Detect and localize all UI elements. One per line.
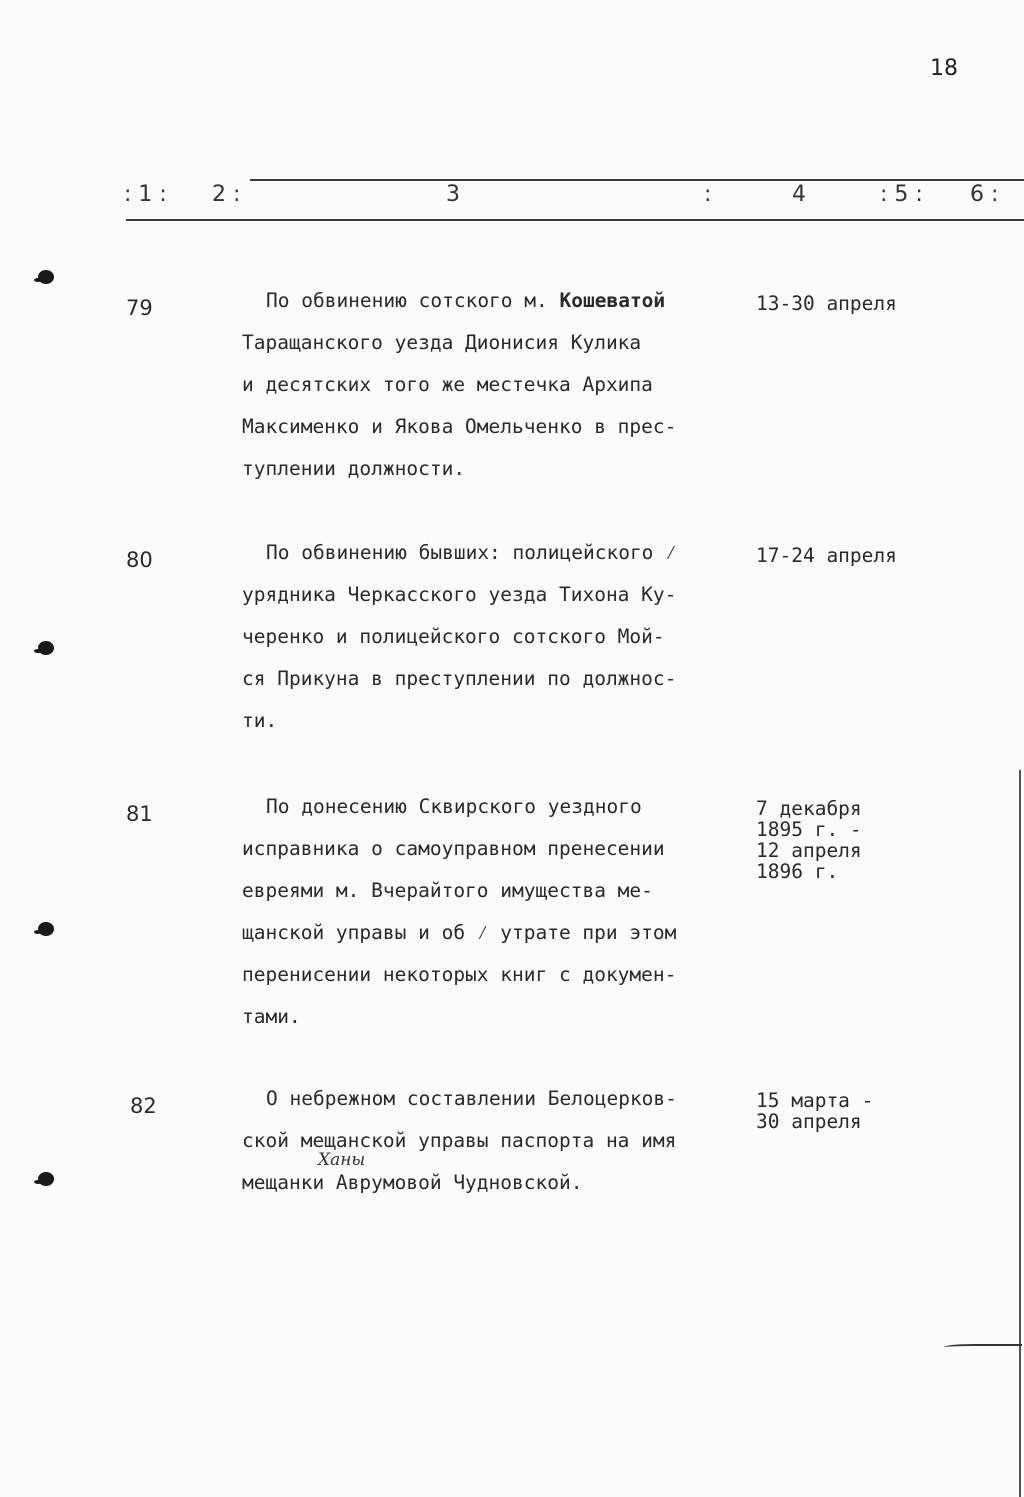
handwritten-insertion: Ханы xyxy=(318,1150,366,1170)
entry-date-line: 7 декабря xyxy=(756,797,862,820)
entry-text-line: евреями м. Вчерайтого имущества ме- xyxy=(242,879,653,902)
entry-text-line: черенко и полицейского сотского Мой- xyxy=(242,625,665,648)
entry-description xyxy=(242,280,722,490)
entry-number: 79 xyxy=(126,296,153,320)
entry-text-line: туплении должности. xyxy=(242,457,466,480)
entry-date xyxy=(756,1090,956,1132)
column-header-row xyxy=(0,182,1024,212)
entry-number: 82 xyxy=(130,1094,157,1118)
entry-text-line: мещанки Аврумовой Чудновской. xyxy=(242,1171,583,1194)
column-header-3: 3 xyxy=(446,182,460,207)
binding-hole xyxy=(38,1172,54,1186)
margin-line xyxy=(1019,770,1021,1497)
binding-hole xyxy=(38,641,54,655)
place-name-bold: Кошеватой xyxy=(559,289,666,312)
entry-description xyxy=(242,1078,722,1204)
entry-date-line: 1895 г. - xyxy=(756,818,862,841)
column-header-4: 4 xyxy=(792,182,806,207)
entry-text-line: урядника Черкасского уезда Тихона Ку- xyxy=(242,583,677,606)
entry-description xyxy=(242,532,722,742)
entry-text-line: По обвинению бывших: полицейского ⁄ xyxy=(266,541,677,564)
entry-date-line: 12 апреля xyxy=(756,839,862,862)
column-header-5: : 5 : xyxy=(880,182,923,207)
entry-text-line: ти. xyxy=(242,709,278,732)
entry-text-line: По обвинению сотского м. xyxy=(266,289,560,312)
entry-text-line: и десятских того же местечка Архипа xyxy=(242,373,653,396)
column-header-2: 2 : xyxy=(212,182,241,207)
binding-hole xyxy=(38,922,54,936)
entry-text-line: тами. xyxy=(242,1005,301,1028)
page-number: 18 xyxy=(930,56,958,81)
entry-text-line: О небрежном составлении Белоцерков- xyxy=(266,1087,677,1110)
entry-text-line: Таращанского уезда Дионисия Кулика xyxy=(242,331,642,354)
entry-description xyxy=(242,786,722,1038)
entry-text-line: По донесению Сквирского уездного xyxy=(266,795,642,818)
entry-text-line: щанской управы и об ⁄ утрате при этом xyxy=(242,921,677,944)
binding-hole xyxy=(38,270,54,284)
header-rule-top xyxy=(250,179,1024,181)
entry-date xyxy=(756,292,956,315)
entry-date-line: 1896 г. xyxy=(756,860,839,883)
entry-text-line: ской мещанской управы паспорта на имя xyxy=(242,1129,677,1152)
entry-number: 80 xyxy=(126,548,153,572)
entry-date-line: 30 апреля xyxy=(756,1110,862,1133)
column-header-6: 6 : xyxy=(970,182,999,207)
entry-text-line: исправника о самоуправном пренесении xyxy=(242,837,665,860)
entry-date xyxy=(756,544,956,567)
entry-text-line: ся Прикуна в преступлении по должнос- xyxy=(242,667,677,690)
entry-date-line: 15 марта - xyxy=(756,1089,874,1112)
entry-date xyxy=(756,798,956,882)
entry-date-line: 17-24 апреля xyxy=(756,544,897,567)
column-header-1: : 1 : xyxy=(124,182,167,207)
entry-number: 81 xyxy=(126,802,153,826)
entry-date-line: 13-30 апреля xyxy=(756,292,897,315)
entry-text-line: Максименко и Якова Омельченко в прес- xyxy=(242,415,677,438)
margin-pen-mark xyxy=(944,1344,1022,1352)
column-header-3-separator: : xyxy=(704,182,712,207)
header-rule-bottom xyxy=(126,219,1024,221)
entry-text-line: перенисении некоторых книг с докумен- xyxy=(242,963,677,986)
